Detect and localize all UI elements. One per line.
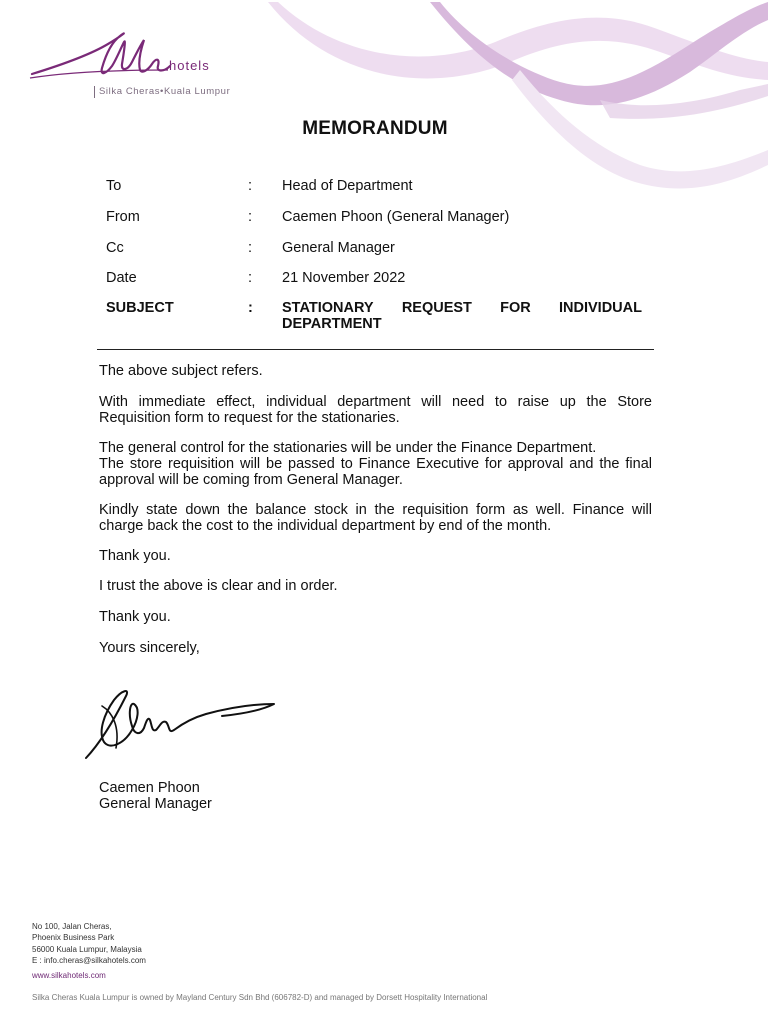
header-divider [97, 349, 654, 350]
body-paragraph: I trust the above is clear and in order. [99, 578, 338, 594]
field-value: Caemen Phoon (General Manager) [282, 209, 510, 225]
silka-hotels-logo [28, 26, 238, 106]
body-paragraph: With immediate effect, individual department will need to raise up the Store Requisition form to request for the stationaries. [99, 394, 652, 426]
field-label: Date [106, 270, 137, 286]
subject-value [282, 300, 642, 332]
address-line: No 100, Jalan Cheras, [32, 922, 112, 931]
field-separator: : [248, 270, 253, 286]
body-paragraph: The general control for the stationaries will be under the Finance Department. [99, 440, 597, 456]
logo-location-line: Silka Cheras•Kuala Lumpur [94, 86, 230, 98]
silka-script-logo-icon [28, 26, 178, 86]
body-paragraph: The store requisition will be passed to Finance Executive for approval and the final approval will be coming from General Manager. [99, 456, 652, 488]
logo-hotels-word: hotels [169, 58, 210, 73]
field-value: General Manager [282, 240, 395, 256]
signatory-block [99, 781, 212, 812]
field-separator: : [248, 209, 253, 225]
field-value: 21 November 2022 [282, 270, 406, 286]
body-paragraph: Thank you. [99, 609, 171, 625]
field-label: Cc [106, 240, 124, 256]
subject-label: SUBJECT [106, 300, 174, 316]
subject-word: STATIONARY [282, 300, 374, 316]
website-link[interactable]: www.silkahotels.com [32, 971, 106, 981]
closing-line: Yours sincerely, [99, 640, 200, 656]
subject-word: REQUEST [401, 300, 472, 316]
ownership-note: Silka Cheras Kuala Lumpur is owned by Mayland Century Sdn Bhd (606782-D) and managed by Dorsett Hospitality International [32, 993, 488, 1002]
field-separator: : [248, 300, 253, 316]
body-paragraph: The above subject refers. [99, 363, 263, 379]
field-value: Head of Department [282, 178, 413, 194]
handwritten-signature-icon [82, 686, 282, 764]
address-email[interactable]: E : info.cheras@silkahotels.com [32, 955, 146, 965]
field-separator: : [248, 178, 253, 194]
field-label: From [106, 209, 140, 225]
footer-address [32, 921, 146, 981]
body-paragraph: Kindly state down the balance stock in the requisition form as well. Finance will charge back the cost to the individual department by end of the month. [99, 502, 652, 534]
field-separator: : [248, 240, 253, 256]
signatory-title: General Manager [99, 795, 212, 812]
subject-line-2: DEPARTMENT [282, 316, 382, 332]
subject-line-1 [282, 300, 642, 316]
address-line: Phoenix Business Park [32, 933, 115, 943]
body-paragraph: Thank you. [99, 548, 171, 564]
subject-word: FOR [500, 300, 531, 316]
subject-word: INDIVIDUAL [559, 300, 642, 316]
address-line: 56000 Kuala Lumpur, Malaysia [32, 944, 142, 954]
memo-title: MEMORANDUM [302, 118, 448, 139]
signatory-name: Caemen Phoon [99, 780, 200, 796]
field-label: To [106, 178, 122, 194]
